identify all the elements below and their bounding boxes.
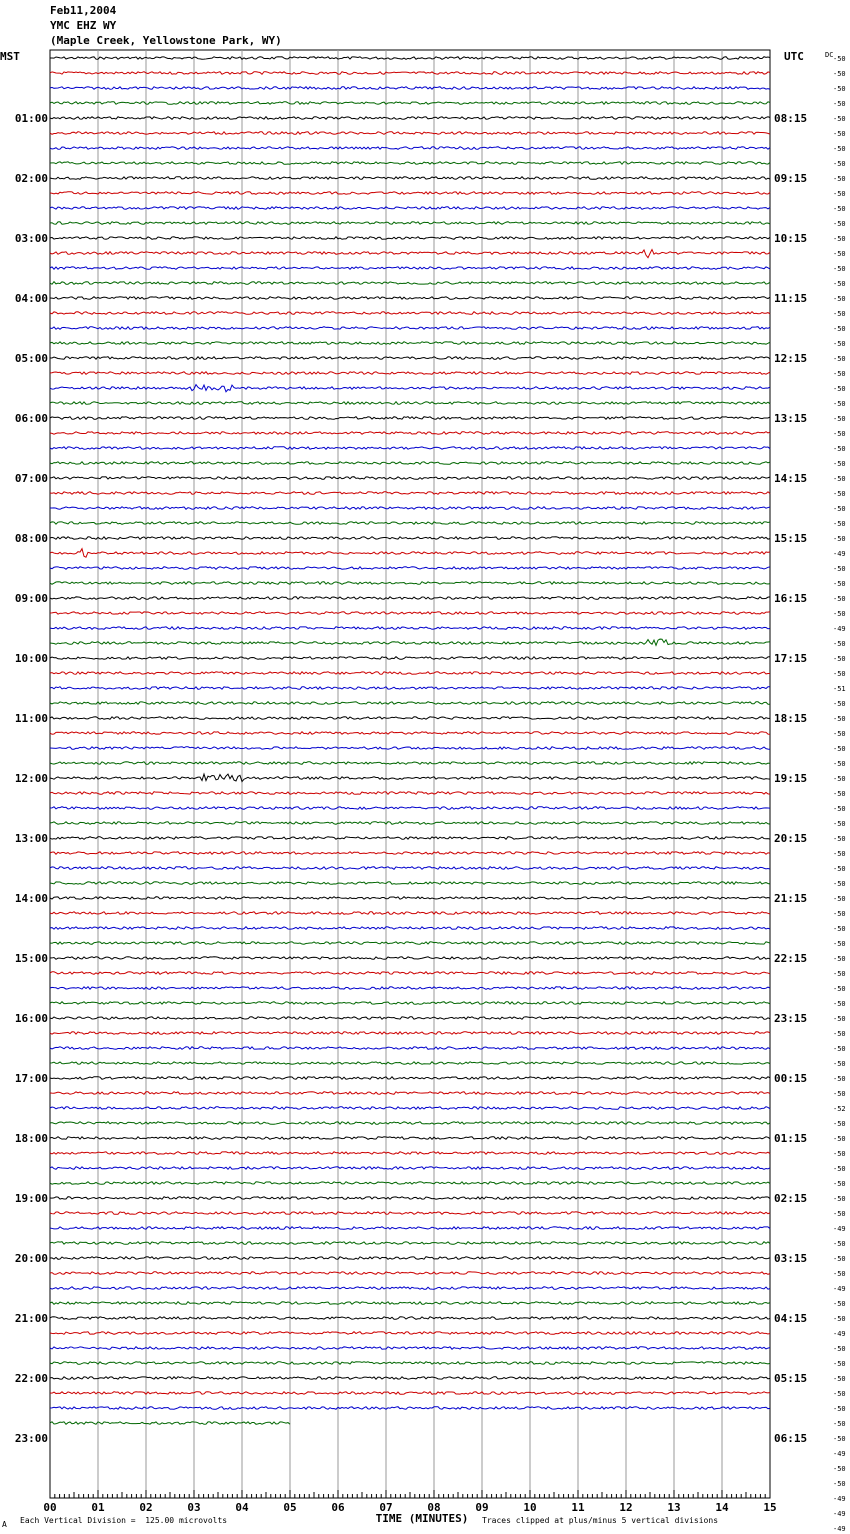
dc-offset-label: -49 <box>833 1285 846 1293</box>
dc-offset-label: -50 <box>833 490 846 498</box>
dc-offset-label: -50 <box>833 805 846 813</box>
dc-offset-label: -50 <box>833 1405 846 1413</box>
dc-offset-label: -50 <box>833 1195 846 1203</box>
seismic-trace <box>50 882 770 885</box>
dc-offset-label: -50 <box>833 460 846 468</box>
right-hour-label: 02:15 <box>774 1192 808 1205</box>
left-hour-label: 03:00 <box>14 232 48 245</box>
dc-offset-label: -50 <box>833 355 846 363</box>
left-hour-label: 23:00 <box>14 1432 48 1445</box>
dc-offset-label: -50 <box>833 100 846 108</box>
dc-offset-label: -50 <box>833 910 846 918</box>
seismic-trace <box>50 1422 290 1425</box>
right-hour-label: 19:15 <box>774 772 808 785</box>
seismic-trace <box>50 912 770 915</box>
seismic-trace <box>50 297 770 300</box>
plot-frame <box>50 50 770 1498</box>
seismic-trace <box>50 177 770 180</box>
dc-offset-label: -50 <box>833 745 846 753</box>
dc-offset-label: -50 <box>833 310 846 318</box>
dc-offset-label: -50 <box>833 1300 846 1308</box>
dc-offset-label: -50 <box>833 880 846 888</box>
seismic-trace <box>50 147 770 150</box>
seismic-trace <box>50 162 770 165</box>
dc-offset-label: -50 <box>833 475 846 483</box>
location-label: (Maple Creek, Yellowstone Park, WY) <box>50 34 282 47</box>
left-hour-label: 06:00 <box>14 412 48 425</box>
dc-offset-label: -50 <box>833 55 846 63</box>
dc-offset-label: -50 <box>833 835 846 843</box>
seismic-trace <box>50 987 770 990</box>
seismic-trace <box>50 357 770 360</box>
seismic-trace <box>50 837 770 840</box>
x-tick-label: 05 <box>283 1501 297 1514</box>
left-hour-label: 15:00 <box>14 952 48 965</box>
left-hour-label: 09:00 <box>14 592 48 605</box>
dc-offset-label: -50 <box>833 565 846 573</box>
dc-offset-label: -50 <box>833 670 846 678</box>
dc-offset-label: -50 <box>833 415 846 423</box>
seismic-trace <box>50 972 770 975</box>
x-tick-label: 14 <box>715 1501 729 1514</box>
dc-offset-label: -50 <box>833 265 846 273</box>
dc-offset-label: -49 <box>833 1525 846 1533</box>
dc-offset-label: -50 <box>833 865 846 873</box>
seismic-trace <box>50 250 770 258</box>
right-hour-label: 03:15 <box>774 1252 808 1265</box>
seismic-trace <box>50 1107 770 1110</box>
seismic-trace <box>50 432 770 435</box>
seismic-trace <box>50 927 770 930</box>
right-hour-label: 23:15 <box>774 1012 808 1025</box>
seismic-trace <box>50 522 770 525</box>
seismic-trace <box>50 597 770 600</box>
left-hour-label: 01:00 <box>14 112 48 125</box>
dc-offset-label: -50 <box>833 340 846 348</box>
x-tick-label: 03 <box>187 1501 201 1514</box>
dc-offset-label: -50 <box>833 1210 846 1218</box>
seismic-trace <box>50 1047 770 1050</box>
left-hour-label: 07:00 <box>14 472 48 485</box>
seismic-trace <box>50 1272 770 1275</box>
dc-offset-label: -50 <box>833 520 846 528</box>
seismic-trace <box>50 462 770 465</box>
right-hour-label: 08:15 <box>774 112 808 125</box>
right-hour-label: 12:15 <box>774 352 808 365</box>
right-hour-label: 17:15 <box>774 652 808 665</box>
x-tick-label: 12 <box>619 1501 633 1514</box>
seismic-trace <box>50 507 770 510</box>
seismic-trace <box>50 342 770 345</box>
seismic-trace <box>50 1257 770 1260</box>
x-tick-label: 15 <box>763 1501 777 1514</box>
dc-offset-label: -51 <box>833 685 846 693</box>
dc-offset-label: -50 <box>833 610 846 618</box>
dc-offset-label: -50 <box>833 895 846 903</box>
left-hour-label: 04:00 <box>14 292 48 305</box>
x-axis-title: TIME (MINUTES) <box>375 1512 469 1525</box>
dc-offset-label: -50 <box>833 445 846 453</box>
seismic-trace <box>50 537 770 540</box>
dc-offset-label: -50 <box>833 925 846 933</box>
dc-offset-label: -49 <box>833 1450 846 1458</box>
right-hour-label: 14:15 <box>774 472 808 485</box>
seismic-trace <box>50 1332 770 1335</box>
seismic-trace <box>50 402 770 405</box>
dc-offset-label: -50 <box>833 535 846 543</box>
dc-offset-label: -50 <box>833 220 846 228</box>
seismic-trace <box>50 192 770 195</box>
dc-offset-label: -50 <box>833 505 846 513</box>
dc-offset-label: -50 <box>833 1030 846 1038</box>
dc-offset-label: -50 <box>833 640 846 648</box>
dc-offset-label: -50 <box>833 700 846 708</box>
seismic-trace <box>50 1002 770 1005</box>
seismic-trace <box>50 477 770 480</box>
right-hour-label: 10:15 <box>774 232 808 245</box>
dc-offset-label: -50 <box>833 1345 846 1353</box>
seismic-trace <box>50 102 770 105</box>
seismic-trace <box>50 639 770 645</box>
seismic-trace <box>50 1062 770 1065</box>
x-tick-label: 01 <box>91 1501 105 1514</box>
dc-label: DC <box>825 51 834 59</box>
corner-mark: A <box>2 1520 7 1529</box>
dc-offset-label: -50 <box>833 235 846 243</box>
seismic-trace <box>50 1137 770 1140</box>
seismic-trace <box>50 1317 770 1320</box>
seismic-trace <box>50 1227 770 1230</box>
dc-offset-label: -50 <box>833 1360 846 1368</box>
x-tick-label: 09 <box>475 1501 489 1514</box>
dc-offset-label: -50 <box>833 325 846 333</box>
seismic-trace <box>50 222 770 225</box>
dc-offset-label: -50 <box>833 760 846 768</box>
station-label: YMC EHZ WY <box>50 19 117 32</box>
seismic-trace <box>50 1377 770 1380</box>
dc-offset-label: -50 <box>833 205 846 213</box>
seismic-trace <box>50 852 770 855</box>
x-tick-label: 08 <box>427 1501 441 1514</box>
dc-offset-label: -50 <box>833 1045 846 1053</box>
dc-offset-label: -50 <box>833 655 846 663</box>
dc-offset-label: -50 <box>833 595 846 603</box>
dc-offset-label: -50 <box>833 1120 846 1128</box>
seismic-trace <box>50 312 770 315</box>
dc-offset-label: -50 <box>833 1435 846 1443</box>
dc-offset-label: -50 <box>833 280 846 288</box>
dc-offset-label: -50 <box>833 1390 846 1398</box>
dc-offset-label: -50 <box>833 385 846 393</box>
dc-offset-label: -50 <box>833 130 846 138</box>
dc-offset-label: -50 <box>833 370 846 378</box>
left-hour-label: 02:00 <box>14 172 48 185</box>
right-hour-label: 04:15 <box>774 1312 808 1325</box>
left-hour-label: 16:00 <box>14 1012 48 1025</box>
dc-offset-label: -50 <box>833 1270 846 1278</box>
left-hour-label: 17:00 <box>14 1072 48 1085</box>
seismic-trace <box>50 567 770 570</box>
seismic-trace <box>50 282 770 285</box>
seismic-trace <box>50 792 770 795</box>
dc-offset-label: -50 <box>833 820 846 828</box>
seismic-trace <box>50 1077 770 1080</box>
dc-offset-label: -49 <box>833 550 846 558</box>
seismic-trace <box>50 807 770 810</box>
seismic-trace <box>50 267 770 270</box>
x-tick-label: 06 <box>331 1501 345 1514</box>
dc-offset-label: -50 <box>833 580 846 588</box>
dc-offset-label: -50 <box>833 1075 846 1083</box>
dc-offset-label: -50 <box>833 1150 846 1158</box>
dc-offset-label: -49 <box>833 1510 846 1518</box>
seismic-trace <box>50 582 770 585</box>
left-hour-label: 20:00 <box>14 1252 48 1265</box>
dc-offset-label: -50 <box>833 1480 846 1488</box>
dc-offset-label: -50 <box>833 190 846 198</box>
dc-offset-label: -50 <box>833 1165 846 1173</box>
seismic-trace <box>50 1242 770 1245</box>
seismic-trace <box>50 1212 770 1215</box>
dc-offset-label: -50 <box>833 1375 846 1383</box>
dc-offset-label: -50 <box>833 1135 846 1143</box>
seismic-trace <box>50 747 770 750</box>
dc-offset-label: -50 <box>833 295 846 303</box>
dc-offset-label: -50 <box>833 400 846 408</box>
seismic-trace <box>50 717 770 720</box>
left-hour-label: 22:00 <box>14 1372 48 1385</box>
seismic-trace <box>50 1392 770 1395</box>
dc-offset-label: -50 <box>833 1090 846 1098</box>
seismic-trace <box>50 72 770 75</box>
clip-note: Traces clipped at plus/minus 5 vertical divisions <box>482 1516 719 1525</box>
seismic-trace <box>50 132 770 135</box>
division-note: Each Vertical Division = 125.00 microvolts <box>20 1516 228 1525</box>
seismic-trace <box>50 385 770 392</box>
right-hour-label: 22:15 <box>774 952 808 965</box>
seismic-trace <box>50 1407 770 1410</box>
dc-offset-label: -50 <box>833 145 846 153</box>
seismic-trace <box>50 207 770 210</box>
x-tick-label: 04 <box>235 1501 249 1514</box>
right-hour-label: 16:15 <box>774 592 808 605</box>
dc-offset-label: -50 <box>833 1015 846 1023</box>
dc-offset-label: -49 <box>833 1225 846 1233</box>
seismic-trace <box>50 1347 770 1350</box>
right-hour-label: 15:15 <box>774 532 808 545</box>
seismic-trace <box>50 822 770 825</box>
right-hour-label: 13:15 <box>774 412 808 425</box>
seismic-trace <box>50 897 770 900</box>
dc-offset-label: -50 <box>833 985 846 993</box>
seismic-trace <box>50 867 770 870</box>
seismic-trace <box>50 327 770 330</box>
dc-offset-label: -50 <box>833 1255 846 1263</box>
seismic-trace <box>50 1182 770 1185</box>
right-hour-label: 20:15 <box>774 832 808 845</box>
right-timezone-label: UTC <box>784 50 804 63</box>
seismic-trace <box>50 942 770 945</box>
seismic-trace <box>50 762 770 765</box>
dc-offset-label: -50 <box>833 775 846 783</box>
dc-offset-label: -49 <box>833 1330 846 1338</box>
dc-offset-label: -52 <box>833 1105 846 1113</box>
seismic-trace <box>50 732 770 735</box>
right-hour-label: 06:15 <box>774 1432 808 1445</box>
seismic-trace <box>50 627 770 630</box>
dc-offset-label: -50 <box>833 1465 846 1473</box>
seismic-trace <box>50 1152 770 1155</box>
right-hour-label: 00:15 <box>774 1072 808 1085</box>
dc-offset-label: -49 <box>833 625 846 633</box>
left-timezone-label: MST <box>0 50 20 63</box>
seismic-trace <box>50 672 770 675</box>
dc-offset-label: -50 <box>833 940 846 948</box>
dc-offset-label: -50 <box>833 1000 846 1008</box>
seismic-trace <box>50 1167 770 1170</box>
dc-offset-label: -50 <box>833 850 846 858</box>
right-hour-label: 11:15 <box>774 292 808 305</box>
dc-offset-label: -50 <box>833 1240 846 1248</box>
seismic-trace <box>50 372 770 375</box>
dc-offset-label: -50 <box>833 160 846 168</box>
right-hour-label: 01:15 <box>774 1132 808 1145</box>
dc-offset-label: -50 <box>833 1060 846 1068</box>
right-hour-label: 05:15 <box>774 1372 808 1385</box>
dc-offset-label: -50 <box>833 955 846 963</box>
seismic-trace <box>50 447 770 450</box>
dc-offset-label: -50 <box>833 250 846 258</box>
seismic-trace <box>50 657 770 660</box>
seismic-trace <box>50 1362 770 1365</box>
seismic-trace <box>50 957 770 960</box>
dc-offset-label: -50 <box>833 715 846 723</box>
seismic-trace <box>50 117 770 120</box>
left-hour-label: 05:00 <box>14 352 48 365</box>
left-hour-label: 11:00 <box>14 712 48 725</box>
seismic-trace <box>50 492 770 495</box>
seismic-trace <box>50 237 770 240</box>
dc-offset-label: -50 <box>833 85 846 93</box>
x-tick-label: 07 <box>379 1501 393 1514</box>
dc-offset-label: -50 <box>833 430 846 438</box>
seismic-trace <box>50 702 770 705</box>
right-hour-label: 09:15 <box>774 172 808 185</box>
seismic-trace <box>50 1302 770 1305</box>
x-tick-label: 11 <box>571 1501 585 1514</box>
seismic-trace <box>50 1092 770 1095</box>
x-tick-label: 10 <box>523 1501 537 1514</box>
right-hour-label: 21:15 <box>774 892 808 905</box>
dc-offset-label: -50 <box>833 175 846 183</box>
dc-offset-label: -50 <box>833 1315 846 1323</box>
seismic-trace <box>50 612 770 615</box>
dc-offset-label: -50 <box>833 790 846 798</box>
left-hour-label: 12:00 <box>14 772 48 785</box>
dc-offset-label: -50 <box>833 970 846 978</box>
dc-offset-label: -50 <box>833 115 846 123</box>
dc-offset-label: -50 <box>833 1420 846 1428</box>
right-hour-label: 18:15 <box>774 712 808 725</box>
seismic-trace <box>50 549 770 558</box>
seismic-trace <box>50 774 770 782</box>
seismic-trace <box>50 57 770 60</box>
left-hour-label: 14:00 <box>14 892 48 905</box>
dc-offset-label: -50 <box>833 70 846 78</box>
left-hour-label: 08:00 <box>14 532 48 545</box>
left-hour-label: 18:00 <box>14 1132 48 1145</box>
left-hour-label: 10:00 <box>14 652 48 665</box>
seismic-trace <box>50 1287 770 1290</box>
dc-offset-label: -49 <box>833 1495 846 1503</box>
left-hour-label: 21:00 <box>14 1312 48 1325</box>
seismic-trace <box>50 1017 770 1020</box>
seismic-trace <box>50 1197 770 1200</box>
x-tick-label: 13 <box>667 1501 681 1514</box>
x-tick-label: 00 <box>43 1501 57 1514</box>
date-label: Feb11,2004 <box>50 4 117 17</box>
seismic-trace <box>50 1032 770 1035</box>
seismic-trace <box>50 687 770 690</box>
left-hour-label: 13:00 <box>14 832 48 845</box>
seismic-trace <box>50 1122 770 1125</box>
seismic-trace <box>50 87 770 90</box>
x-tick-label: 02 <box>139 1501 153 1514</box>
dc-offset-label: -50 <box>833 1180 846 1188</box>
dc-offset-label: -50 <box>833 730 846 738</box>
seismic-trace <box>50 417 770 420</box>
left-hour-label: 19:00 <box>14 1192 48 1205</box>
